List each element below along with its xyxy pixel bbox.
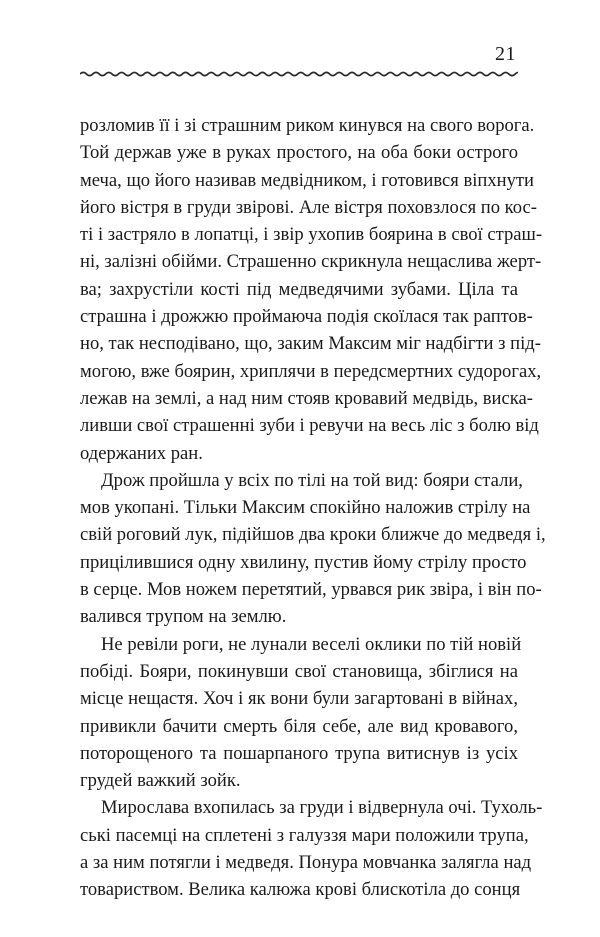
paragraph [80,794,543,903]
text-line: ні, залізні обійми. Страшенно скрикнула нещаслива жерт- [80,251,542,273]
text-line: Той держав уже в руках простого, на оба боки острого [80,142,518,164]
text-line: товариством. Велика калюжа крові блискотіла до сонця [80,879,521,901]
wavy-divider [80,68,518,82]
paragraph [80,112,543,467]
text-line: но, так несподівано, що, заким Максим міг надбігти з під- [80,333,541,355]
text-line: страшна і дрожжю проймаюча подія скоїлася так раптов- [80,306,533,328]
text-line: ливши свої страшенні зуби і ревучи на весь ліс з болю від [80,415,539,437]
text-line: ські пасемці на сплетені з галуззя мари положили трупа, [80,824,529,846]
text-line: валився трупом на землю. [80,606,287,628]
paragraph [80,467,546,631]
text-line: свій роговий лук, підійшов два кроки ближче до медведя і, [80,524,546,546]
text-line: місце нещастя. Хоч і як вони були загартовані в війнах, [80,688,518,710]
text-line: його вістря в груди звірові. Але вістря поховзлося по кос- [80,196,537,218]
paragraph [80,631,522,795]
text-line: могою, вже боярин, хриплячи в передсмертних судорогах, [80,360,542,382]
text-line: Дрож пройшла у всіх по тілі на той вид: бояри стали, [101,469,523,491]
text-line: лежав на землі, а над ним стояв кровавий медвідь, виска- [80,387,533,409]
text-line: грудей важкий зойк. [80,770,241,792]
text-line: Мирослава вхопилась за груди і відвернула очі. Тухоль- [101,797,543,819]
text-line: прицілившися одну хвилину, пустив йому стрілу просто [80,551,527,573]
text-line: ті і застряло в лопатці, і звір ухопив боярина в свої страш- [80,224,543,246]
body-text [80,112,546,904]
text-line: в серце. Мов ножем перетятий, урвався рик звіра, і він по- [80,579,542,601]
text-line: ва; захрустіли кості під медведячими зубами. Ціла та [80,278,518,300]
page-number: 21 [495,43,516,65]
text-line: поторощеного та пошарпаного трупа витиснув із усіх [80,742,518,764]
text-line: розломив її і зі страшним риком кинувся на свого ворога. [80,115,535,136]
text-line: Не ревіли роги, не лунали веселі оклики по тій новій [101,633,522,655]
text-line: а за ним потягли і медведя. Понура мовчанка залягла над [80,852,532,874]
text-line: меча, що його називав медвідником, і готовився віпхнути [80,169,535,191]
text-line: привикли бачити смерть біля себе, але вид кровавого, [80,715,518,737]
text-line: побіді. Бояри, покинувши свої становища, збіглися на [80,660,518,682]
text-line: мов укопані. Тільки Максим спокійно наложив стрілу на [80,497,531,519]
text-line: одержаних ран. [80,442,203,464]
